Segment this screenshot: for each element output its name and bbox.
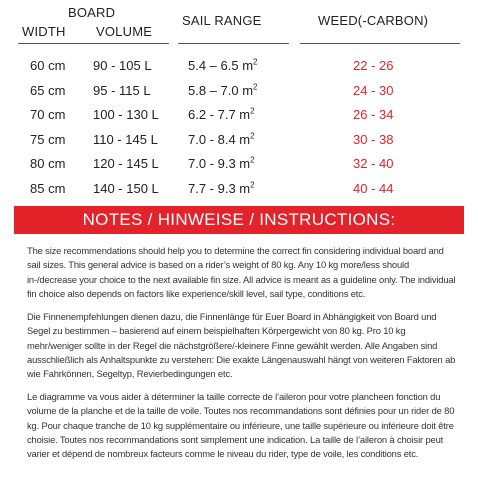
cell-sail-range: [188, 58, 258, 73]
cell-sail-range: [188, 107, 255, 122]
header-board: BOARD: [68, 5, 116, 20]
table-row: [0, 156, 478, 176]
notes-banner: NOTES / HINWEISE / INSTRUCTIONS:: [14, 206, 464, 234]
cell-volume: 140 - 150 L: [93, 181, 159, 196]
cell-volume: 120 - 145 L: [93, 156, 159, 171]
header-volume: VOLUME: [96, 24, 153, 39]
sail-range-unit-exponent: 2: [253, 82, 258, 92]
cell-width: 60 cm: [30, 58, 66, 73]
cell-volume: 110 - 145 L: [93, 132, 158, 147]
cell-volume: 95 - 115 L: [93, 83, 151, 98]
cell-volume: 100 - 130 L: [93, 107, 159, 122]
notes-french: Le diagramme va vous aider à déterminer la taille correcte de l’aileron pour votre plancheen fonction du volume de la planche et de la taille de voile. Toutes nos recommandations sont définies pour un rider de 80 kg. Pour chaque tranche de 10 kg supplémentaire ou inférieure, une taille supérieure ou inférieure doit être choisie. Toutes nos recommandations sont simplement une indication. La taille de l’aileron à choisir peut varier et dépend de nombreux facteurs comme le niveau du rider, type de voile, les conditions etc.: [27, 391, 455, 460]
cell-weed-fin: 22 - 26: [353, 58, 394, 73]
cell-weed-fin: 40 - 44: [353, 181, 394, 196]
header-divider-sail: [178, 43, 289, 44]
sail-range-value: 5.8 – 7.0 m: [188, 83, 254, 98]
cell-weed-fin: 32 - 40: [353, 156, 394, 171]
sail-range-value: 7.0 - 8.4 m: [188, 132, 251, 147]
header-weed: WEED(-CARBON): [318, 13, 429, 28]
cell-width: 70 cm: [30, 107, 66, 122]
cell-weed-fin: 26 - 34: [353, 107, 394, 122]
cell-weed-fin: 24 - 30: [353, 83, 394, 98]
header-divider-weed: [300, 43, 460, 44]
cell-sail-range: [188, 181, 255, 196]
sail-range-unit-exponent: 2: [250, 155, 255, 165]
notes-english: The size recommendations should help you to determine the correct fin considering individual board and sail sizes. This general advice is based on a rider’s weight of 80 kg. Any 10 kg more/less should in-/decrease your choice to the next available fin size. All advice is meant as a guideline only. The individual fin choice also depends on factors like experience/skill level, sail type, conditions etc.: [27, 245, 456, 299]
cell-width: 75 cm: [30, 132, 66, 147]
table-row: [0, 181, 478, 201]
cell-weed-fin: 30 - 38: [353, 132, 394, 147]
sail-range-unit-exponent: 2: [253, 57, 258, 67]
cell-width: 80 cm: [30, 156, 66, 171]
sail-range-value: 7.7 - 9.3 m: [188, 181, 251, 196]
notes-german: Die Finnenempfehlungen dienen dazu, die Finnenlänge für Euer Board in Abhängigkeit von Board und Segel zu bestimmen – basierend auf einem beispielhaften Körpergewicht von 80 kg. Pro 10 kg mehr/weniger sollte in der Regel die nächstgrößere/-kleinere Finne gewählt werden. Alle Angaben sind ausschließlich als Anhaltspunkte zu verstehen: Die exakte Längenauswahl hängt von weiteren Faktoren ab wie Fahrkönnen, Segeltyp, Revierbedingungen etc.: [27, 311, 456, 380]
cell-volume: 90 - 105 L: [93, 58, 152, 73]
cell-sail-range: [188, 156, 255, 171]
table-row: [0, 107, 478, 127]
table-row: [0, 58, 478, 78]
cell-sail-range: [188, 83, 258, 98]
sail-range-unit-exponent: 2: [250, 180, 255, 190]
header-width: WIDTH: [22, 24, 66, 39]
sail-range-value: 7.0 - 9.3 m: [188, 156, 251, 171]
header-divider-board: [18, 43, 169, 44]
table-row: [0, 83, 478, 103]
cell-sail-range: [188, 132, 255, 147]
cell-width: 85 cm: [30, 181, 66, 196]
cell-width: 65 cm: [30, 83, 66, 98]
sail-range-unit-exponent: 2: [250, 106, 255, 116]
sail-range-value: 6.2 - 7.7 m: [188, 107, 251, 122]
table-row: [0, 132, 478, 152]
header-sail-range: SAIL RANGE: [182, 13, 262, 28]
sail-range-value: 5.4 – 6.5 m: [188, 58, 254, 73]
sail-range-unit-exponent: 2: [250, 131, 255, 141]
